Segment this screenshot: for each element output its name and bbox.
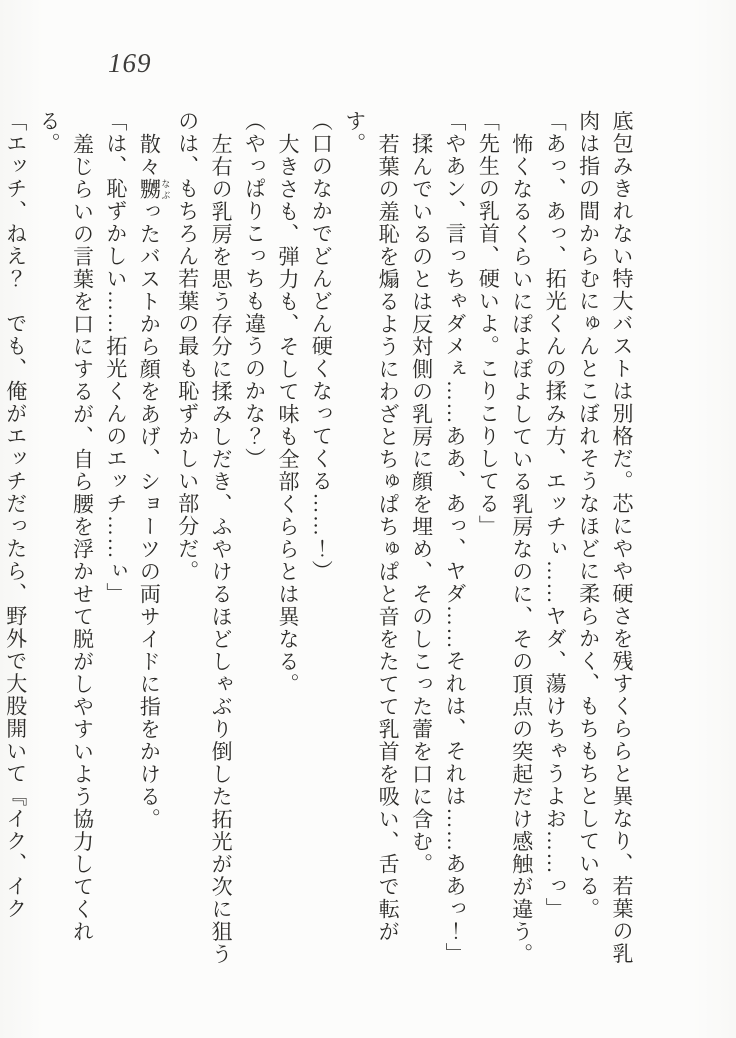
paragraph-dialogue: 「あっ、あっ、拓光くんの揉み方、エッチぃ……ヤダ、蕩けちゃうよお……っ」: [543, 110, 568, 920]
paragraph: 左右の乳房を思う存分に揉みしだき、ふやけるほどしゃぶり倒した拓光が次に狙うのは、もちろん若葉の最も恥ずかしい部分だ。: [175, 110, 234, 965]
text-block: [0, 110, 638, 968]
paragraph: 揉んでいるのとは反対側の乳房に顔を埋め、そのしこった蕾を口に含む。: [409, 132, 434, 875]
paragraph-with-ruby: [132, 110, 170, 968]
ruby-annotation: [137, 177, 171, 201]
ruby-base: 嬲: [137, 177, 162, 200]
paragraph: 羞じらいの言葉を口にするが、自ら腰を浮かせて脱がしやすいよう協力してくれる。: [37, 110, 95, 943]
paragraph: 若葉の羞恥を煽るようにわざとちゅぱちゅぱと音をたてて乳首を吸い、舌で転がす。: [342, 110, 401, 943]
ruby-reading: なぶ: [160, 177, 171, 200]
paragraph: 怖くなるくらいにぽよぽよしている乳房なのに、その頂点の突起だけ感触が違う。: [509, 132, 534, 965]
paragraph-dialogue: 「やあン、言っちゃダメぇ……ああ、あっ、ヤダ……それは、それは……ああっ！」: [442, 110, 467, 965]
ruby-pre-text: 散々: [137, 132, 162, 178]
paragraph: 底包みきれない特大バストは別格だ。芯にやや硬さを残すくららと異なり、若葉の乳肉は指の間からむにゅんとこぼれそうなほどに柔らかく、もちもちとしている。: [576, 110, 634, 965]
paragraph-thought: （やっぱりこっちも違うのかな？）: [242, 110, 267, 470]
paragraph-dialogue: 「は、恥ずかしい……拓光くんのエッチ……ぃ」: [103, 110, 128, 605]
paragraph: 大きさも、弾力も、そして味も全部くららとは異なる。: [275, 132, 300, 695]
paragraph-thought: （口のなかでどんどん硬くなってくる……！）: [309, 110, 334, 583]
paragraph-dialogue: 「エッチ、ねえ？ でも、俺がエッチだったら、野外で大股開いて『イク、イク: [3, 110, 28, 920]
ruby-post-text: ったバストから顔をあげ、ショーツの両サイドに指をかける。: [137, 200, 162, 830]
page-number: 169: [108, 48, 152, 78]
paragraph-dialogue: 「先生の乳首、硬いよ。こりこりしてる」: [476, 110, 501, 538]
